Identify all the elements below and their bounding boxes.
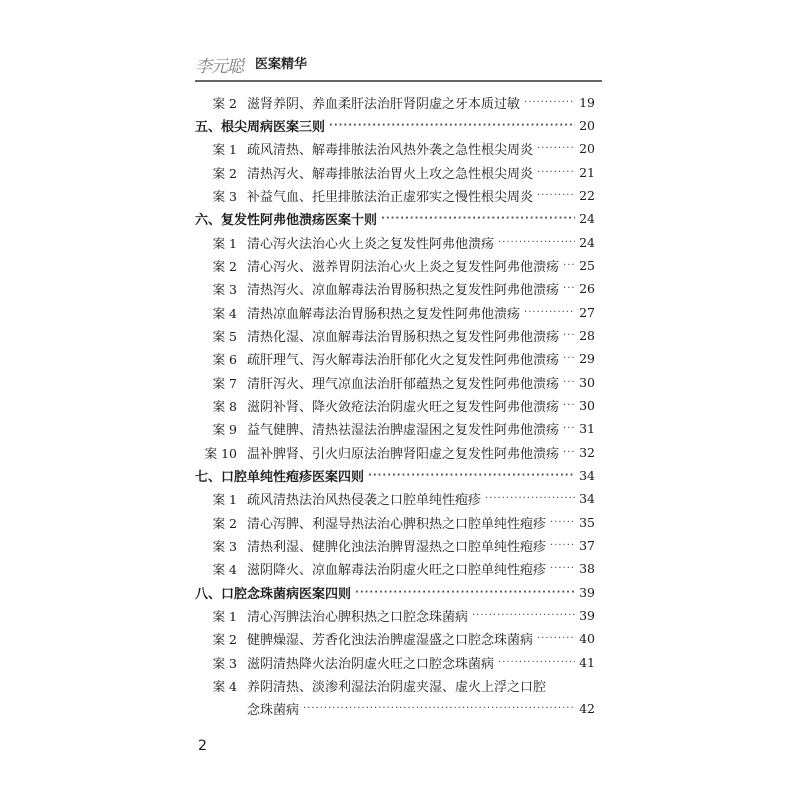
toc-entry-title: 疏风清热法治风热侵袭之口腔单纯性疱疹 [247,493,482,508]
toc-case-label: 案 2 [212,258,237,274]
toc-leader-dots [303,703,575,714]
toc-leader-dots [381,213,575,224]
toc-entry [195,324,595,347]
toc-entry-title: 清热泻火、凉血解毒法治胃肠积热之复发性阿弗他溃疡 [247,283,560,298]
toc-entry [195,394,595,417]
toc-case-label: 案 3 [212,281,237,297]
toc-leader-dots [550,517,575,528]
header-divider [195,80,602,82]
toc-leader-dots [472,610,575,621]
toc-page-number: 34 [579,468,595,483]
toc-page-number: 30 [579,398,595,413]
toc-entry [195,697,595,720]
toc-leader-dots [563,377,575,388]
toc-page-number: 41 [579,655,595,670]
toc-entry [195,511,595,534]
toc-entry-title: 养阴清热、淡渗利湿法治阴虚夹湿、虚火上浮之口腔 [247,680,547,695]
toc-case-label: 案 1 [212,141,237,157]
toc-entry [195,231,595,254]
toc-entry-title: 六、复发性阿弗他溃疡医案十则 [195,213,378,228]
toc-case-label: 案 3 [212,655,237,671]
toc-case-label: 案 3 [212,188,237,204]
toc-leader-dots [368,470,575,481]
toc-page-number: 19 [579,95,595,110]
toc-entry [195,417,595,440]
toc-leader-dots [524,307,575,318]
toc-page-number: 42 [579,701,595,716]
toc-page-number: 21 [579,165,595,180]
toc-page-number: 20 [579,141,595,156]
toc-page-number: 31 [579,421,595,436]
toc-leader-dots [537,167,575,178]
toc-entry-title: 滋阴清热降火法治阴虚火旺之口腔念珠菌病 [247,657,495,672]
toc-entry [195,161,595,184]
toc-leader-dots [563,447,575,458]
toc-entry [195,557,595,580]
toc-page-number: 32 [579,445,595,460]
toc-case-label: 案 1 [212,491,237,507]
toc-case-label: 案 6 [212,351,237,367]
toc-entry [195,604,595,627]
toc-leader-dots [537,190,575,201]
toc-leader-dots [498,657,575,668]
toc-leader-dots [563,400,575,411]
toc-page-number: 26 [579,281,595,296]
toc-entry-title: 念珠菌病 [247,703,300,718]
toc-entry-title: 益气健脾、清热祛湿法治脾虚湿困之复发性阿弗他溃疡 [247,423,560,438]
toc-page-number: 39 [579,608,595,623]
toc-section-heading [195,207,595,230]
toc-entry-title: 滋肾养阴、养血柔肝法治肝肾阴虚之牙本质过敏 [247,97,521,112]
toc-entry [195,301,595,324]
toc-page-number: 20 [579,118,595,133]
toc-page-number: 29 [579,351,595,366]
toc-entry [195,91,595,114]
toc-leader-dots [563,260,575,271]
toc-entry-title: 清热化湿、凉血解毒法治胃肠积热之复发性阿弗他溃疡 [247,330,560,345]
toc-leader-dots [355,587,575,598]
toc-case-label: 案 1 [212,235,237,251]
toc-leader-dots [537,633,575,644]
toc-entry-title: 清心泻火法治心火上炎之复发性阿弗他溃疡 [247,237,495,252]
toc-entry [195,627,595,650]
toc-entry-title: 清热凉血解毒法治胃肠积热之复发性阿弗他溃疡 [247,307,521,322]
toc-leader-dots [563,423,575,434]
toc-page-number: 30 [579,375,595,390]
toc-entry [195,184,595,207]
toc-case-label: 案 4 [212,305,237,321]
toc-entry-title: 清心泻脾法治心脾积热之口腔念珠菌病 [247,610,469,625]
toc-entry-title: 五、根尖周病医案三则 [195,120,326,135]
toc-case-label: 案 2 [212,515,237,531]
toc-entry-title: 清肝泻火、理气凉血法治肝郁蕴热之复发性阿弗他溃疡 [247,377,560,392]
toc-page-number: 37 [579,538,595,553]
toc-entry-title: 疏肝理气、泻火解毒法治肝郁化火之复发性阿弗他溃疡 [247,353,560,368]
toc-case-label: 案 2 [212,95,237,111]
toc-case-label: 案 8 [212,398,237,414]
toc-leader-dots [563,330,575,341]
toc-leader-dots [550,563,575,574]
toc-page-number: 24 [579,211,595,226]
toc-page-number: 25 [579,258,595,273]
page-number: 2 [198,738,207,754]
toc-entry-title: 滋阴补肾、降火敛疮法治阴虚火旺之复发性阿弗他溃疡 [247,400,560,415]
toc-page-number: 27 [579,305,595,320]
toc-entry-title: 清热利湿、健脾化浊法治脾胃湿热之口腔单纯性疱疹 [247,540,547,555]
toc-entry [195,487,595,510]
toc-entry-title: 七、口腔单纯性疱疹医案四则 [195,470,365,485]
toc-entry [195,674,595,697]
toc-entry-title: 温补脾肾、引火归原法治脾肾阳虚之复发性阿弗他溃疡 [247,447,560,462]
toc-leader-dots [329,120,575,131]
toc-section-heading [195,464,595,487]
toc-entry [195,651,595,674]
toc-entry-title: 滋阴降火、凉血解毒法治阴虚火旺之口腔单纯性疱疹 [247,563,547,578]
toc-entry-title: 八、口腔念珠菌病医案四则 [195,587,352,602]
toc-leader-dots [485,493,575,504]
toc-page-number: 22 [579,188,595,203]
toc-entry-title: 清心泻火、滋养胃阴法治心火上炎之复发性阿弗他溃疡 [247,260,560,275]
toc-page-number: 28 [579,328,595,343]
toc-entry [195,137,595,160]
toc-entry-title: 健脾燥湿、芳香化浊法治脾虚湿盛之口腔念珠菌病 [247,633,534,648]
toc-page-number: 24 [579,235,595,250]
toc-leader-dots [524,97,575,108]
toc-entry-title: 疏风清热、解毒排脓法治风热外袭之急性根尖周炎 [247,143,534,158]
toc-leader-dots [498,237,575,248]
toc-case-label: 案 5 [212,328,237,344]
toc-entry-title: 补益气血、托里排脓法治正虚邪实之慢性根尖周炎 [247,190,534,205]
toc-entry [195,371,595,394]
toc-page-number: 35 [579,515,595,530]
toc-case-label: 案 1 [212,608,237,624]
toc-case-label: 案 4 [212,678,237,694]
toc-entry [195,254,595,277]
toc-case-label: 案 3 [212,538,237,554]
toc-leader-dots [563,353,575,364]
toc-page-number: 40 [579,631,595,646]
book-title: 医案精华 [255,57,308,72]
toc-entry [195,441,595,464]
toc-entry-title: 清心泻脾、利湿导热法治心脾积热之口腔单纯性疱疹 [247,517,547,532]
author-seal-logo: 李元聪 [195,57,243,77]
toc-entry [195,534,595,557]
toc-leader-dots [563,283,575,294]
toc-page-number: 34 [579,491,595,506]
toc-case-label: 案 9 [212,421,237,437]
toc-case-label: 案 10 [204,445,237,461]
toc-case-label: 案 4 [212,561,237,577]
toc-case-label: 案 7 [212,375,237,391]
toc-section-heading [195,581,595,604]
toc-case-label: 案 2 [212,631,237,647]
toc-entry [195,347,595,370]
toc-entry-title: 清热泻火、解毒排脓法治胃火上攻之急性根尖周炎 [247,167,534,182]
toc-section-heading [195,114,595,137]
toc-case-label: 案 2 [212,165,237,181]
toc-page-number: 38 [579,561,595,576]
toc-leader-dots [537,143,575,154]
toc-leader-dots [550,540,575,551]
toc-page-number: 39 [579,585,595,600]
toc-entry [195,277,595,300]
